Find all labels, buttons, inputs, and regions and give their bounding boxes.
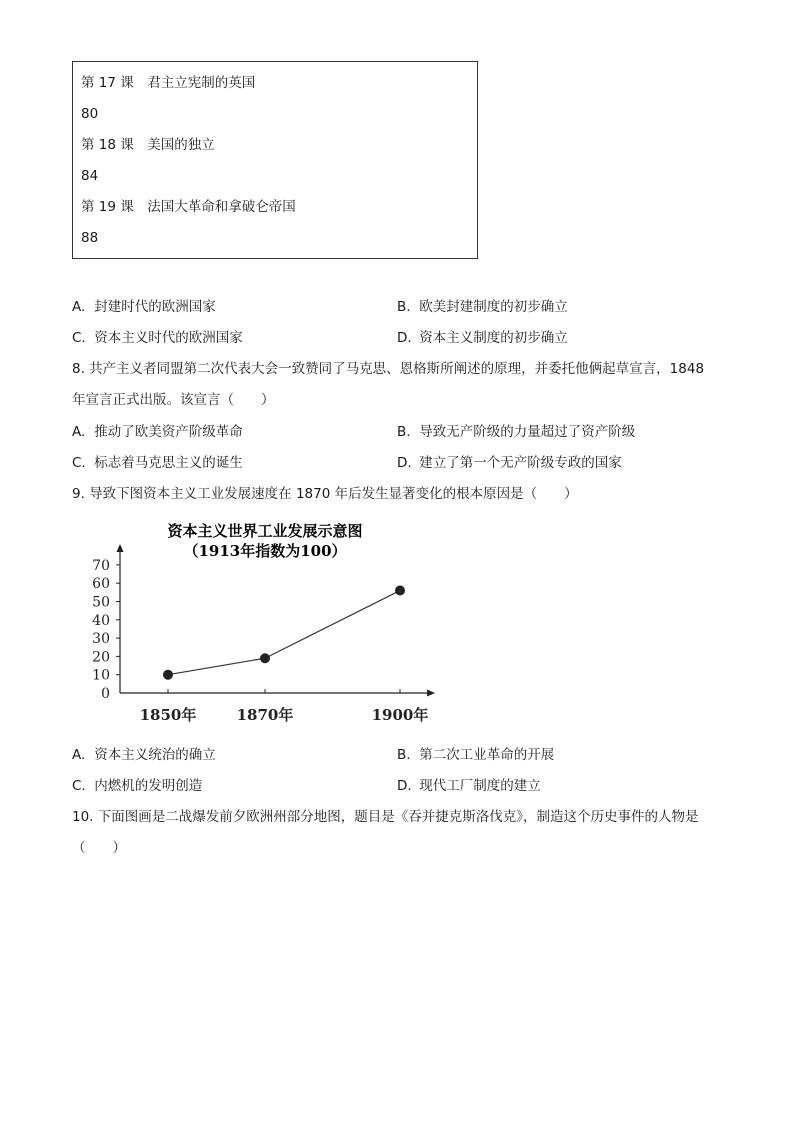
q8-option-c[interactable] (72, 454, 243, 472)
q10-stem-line1: 10. 下面图画是二战爆发前夕欧洲州部分地图，题目是《吞并捷克斯洛伐克》，制造这个历史事件的人物是 (72, 809, 699, 825)
q8-option-b[interactable] (397, 423, 635, 441)
x-tick-labels (140, 689, 429, 724)
option-letter: C. (72, 455, 86, 471)
option-letter: D. (397, 778, 412, 794)
q7-option-a[interactable] (72, 298, 216, 316)
option-letter: A. (72, 299, 86, 315)
chart-subtitle: （1913年指数为100） (183, 542, 347, 560)
option-letter: A. (72, 747, 86, 763)
q7-option-b[interactable] (397, 298, 568, 316)
option-text: 标志着马克思主义的诞生 (94, 455, 243, 471)
y-tick-label: 10 (92, 667, 110, 684)
toc-line: 84 (81, 168, 99, 184)
industry-line-chart (80, 512, 460, 732)
chart-title: 资本主义世界工业发展示意图 (167, 522, 363, 540)
option-letter: C. (72, 330, 86, 346)
y-tick-label: 60 (92, 576, 110, 593)
q9-option-d[interactable] (397, 777, 541, 795)
toc-box (72, 61, 478, 259)
x-tick-label: 1850年 (139, 706, 197, 724)
option-text: 内燃机的发明创造 (94, 778, 203, 794)
option-text: 现代工厂制度的建立 (419, 778, 541, 794)
y-tick-labels (92, 558, 120, 702)
q8-stem-line1: 8. 共产主义者同盟第二次代表大会一致赞同了马克思、恩格斯所阐述的原理，并委托他俩起草宣言，1848 (72, 361, 705, 377)
toc-line: 88 (81, 230, 99, 246)
y-tick-label: 70 (92, 557, 110, 574)
data-point (163, 670, 173, 680)
option-letter: C. (72, 778, 86, 794)
q9-option-b[interactable] (397, 746, 554, 764)
option-letter: B. (397, 747, 411, 763)
q8-option-a[interactable] (72, 423, 243, 441)
y-tick-label: 50 (92, 594, 110, 611)
option-letter: D. (397, 330, 412, 346)
option-text: 推动了欧美资产阶级革命 (94, 424, 243, 440)
toc-line: 第 17 课 君主立宪制的英国 (81, 75, 256, 91)
q9-option-c[interactable] (72, 777, 202, 795)
y-tick-label: 40 (92, 612, 110, 629)
toc-line: 第 18 课 美国的独立 (81, 137, 215, 153)
option-text: 建立了第一个无产阶级专政的国家 (419, 455, 622, 471)
q9-option-a[interactable] (72, 746, 216, 764)
option-letter: D. (397, 455, 412, 471)
data-point (260, 653, 270, 663)
y-tick-label: 0 (101, 686, 110, 702)
q8-option-d[interactable] (397, 454, 622, 472)
option-text: 第二次工业革命的开展 (419, 747, 555, 763)
q7-option-c[interactable] (72, 329, 243, 347)
y-axis-arrow (117, 544, 124, 552)
option-letter: B. (397, 299, 411, 315)
option-text: 欧美封建制度的初步确立 (419, 299, 568, 315)
q9-stem: 9. 导致下图资本主义工业发展速度在 1870 年后发生显著变化的根本原因是（ ） (72, 486, 578, 502)
q8-stem-line2: 年宣言正式出版。该宣言（ ） (72, 392, 275, 408)
series-line (168, 591, 400, 675)
q10-stem-line2: （ ） (72, 840, 126, 856)
x-tick-label: 1870年 (236, 706, 294, 724)
x-tick-label: 1900年 (371, 706, 429, 724)
option-text: 封建时代的欧洲国家 (94, 299, 216, 315)
chart-series (163, 586, 405, 680)
option-text: 资本主义统治的确立 (94, 747, 216, 763)
y-tick-label: 30 (92, 631, 110, 648)
x-axis-arrow (427, 690, 435, 697)
option-text: 资本主义制度的初步确立 (419, 330, 568, 346)
option-text: 导致无产阶级的力量超过了资产阶级 (419, 424, 636, 440)
q7-option-d[interactable] (397, 329, 568, 347)
y-tick-label: 20 (92, 649, 110, 666)
option-text: 资本主义时代的欧洲国家 (94, 330, 243, 346)
toc-line: 第 19 课 法国大革命和拿破仑帝国 (81, 199, 296, 215)
data-point (395, 586, 405, 596)
option-letter: A. (72, 424, 86, 440)
toc-line: 80 (81, 106, 99, 122)
option-letter: B. (397, 424, 411, 440)
